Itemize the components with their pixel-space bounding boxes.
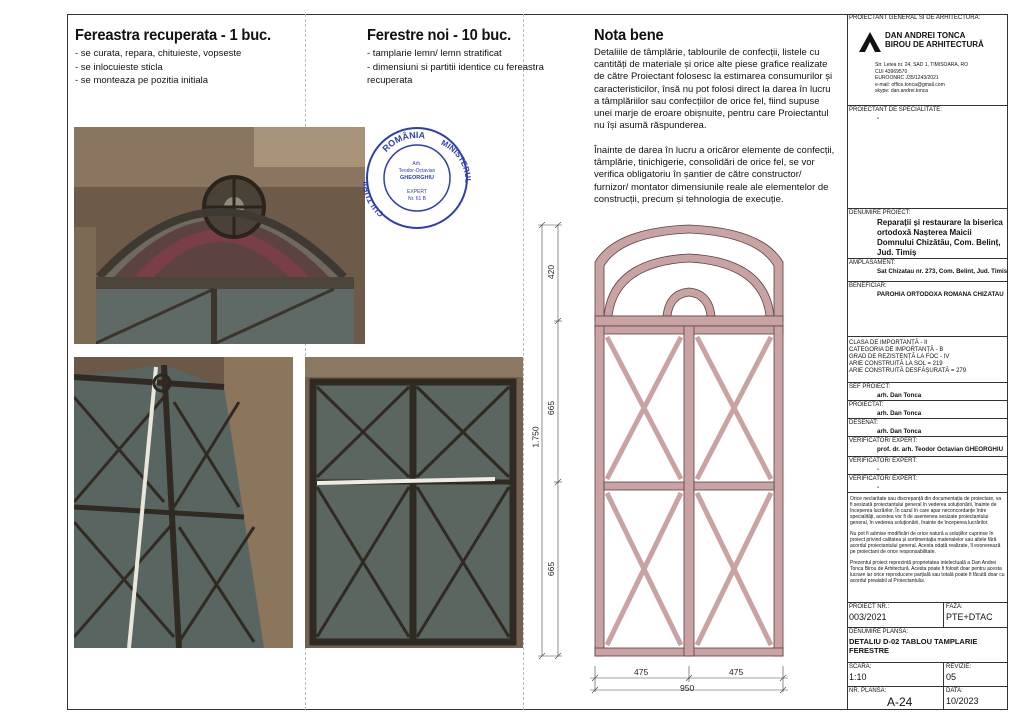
window-elevation-drawing	[530, 220, 845, 700]
dimension-label: 475	[729, 667, 744, 677]
dimension-label: 475	[634, 667, 649, 677]
project-number: 003/2021	[849, 612, 887, 622]
project-name: Reparații și restaurare la biserica ortodoxă Nașterea Maicii Domnului Chizătău, Com. Belinț, Jud. Timiș	[877, 218, 1003, 257]
phase-cell	[944, 603, 1008, 628]
field-label: SCARA:	[849, 664, 872, 670]
legal-note: Prezentul proiect reprezintă proprietatea intelectuală a Dan Andrei Tonca Birou de Arhitectură. Acesta poate fi folosit doar pentru acesta lucrare iar orice reproducere parțială sau totală poate fi făcută doar cu acordul prealabil al Proiectantului.	[850, 560, 1005, 584]
stamp-text: EXPERT	[407, 189, 427, 195]
stamp-text: Teodor-Octavian	[398, 168, 436, 174]
address-line: EUROONRC J35/1243/2021	[875, 75, 939, 81]
project-name-cell	[847, 209, 1008, 259]
classification-line: ARIE CONSTRUITĂ DESFĂȘURATĂ = 279	[849, 368, 967, 374]
field-value: -	[877, 115, 880, 122]
field-label: REVIZIE:	[946, 664, 972, 670]
scale-row	[847, 663, 1008, 687]
classification-cell	[847, 337, 1008, 383]
photo-recovered-window-width	[305, 357, 523, 648]
sheet-number-row	[847, 687, 1008, 710]
field-value: PAROHIA ORTODOXA ROMANA CHIZATAU	[877, 291, 1004, 298]
classification-line: ARIE CONSTRUITĂ LA SOL = 219	[849, 361, 943, 367]
nota-bene-title: Nota bene	[594, 27, 664, 44]
general-designer-cell	[847, 14, 1008, 106]
field-value: arh. Dan Tonca	[877, 392, 922, 399]
field-label: VERIFICATOR/ EXPERT:	[849, 476, 918, 482]
legal-note: Orice neclaritate sau discrepanță din documentația de proiectare, va fi sesizată proiectantului general în vederea soluționării, înainte de începerea lucrărilor. În cazul în care apar neconcordanțe între specialități, acestea vor fi de asemenea sesizate proiectantului general, în vederea soluționării, înainte de începerea lucrărilor.	[850, 496, 1002, 526]
recovered-window-notes	[75, 47, 295, 88]
beneficiary-cell	[847, 282, 1008, 337]
note-line: - se monteaza pe pozitia initiala	[75, 75, 209, 86]
sheet-number: A-24	[887, 695, 913, 709]
location-cell	[847, 259, 1008, 282]
firm-name-line: BIROU DE ARHITECTURĂ	[885, 40, 984, 49]
field-label: VERIFICATOR/ EXPERT:	[849, 438, 918, 444]
legal-notes-cell	[847, 493, 1008, 603]
nota-bene-paragraph: Înainte de darea în lucru a oricăror elemente de confecții, tâmplărie, tinichigerie, consolidări de orice fel, se vor verifica obligatoriu în șantier de către constructor/ furnizor/ montator dimensiunile reale ale elementelor de construcții, precum și tehnologia de execuție.	[594, 145, 835, 205]
new-windows-title: Ferestre noi - 10 buc.	[367, 27, 512, 44]
verifier-cell	[847, 457, 1008, 475]
field-value: Sat Chizatau nr. 273, Com. Belint, Jud. Timis	[877, 268, 1008, 275]
expert-stamp	[362, 123, 472, 233]
field-label: NR. PLANSA:	[849, 688, 887, 694]
address-line: CUI 43969570	[875, 68, 908, 75]
field-label: PROIECT NR.:	[849, 604, 890, 610]
field-value: arh. Dan Tonca	[877, 428, 922, 435]
phase: PTE+DTAC	[946, 612, 993, 622]
svg-text:ROMÂNIA	[380, 130, 426, 154]
classification-line: CATEGORIA DE IMPORTANȚĂ - B	[849, 347, 944, 353]
stamp-text: Nr. 61 B	[407, 196, 427, 202]
field-label: AMPLASAMENT:	[849, 260, 896, 266]
dimension-total-width: 950	[680, 683, 695, 693]
chief-cell	[847, 383, 1008, 401]
dimension-label: 665	[546, 400, 557, 416]
drawn-cell	[847, 419, 1008, 437]
verifier-cell	[847, 437, 1008, 457]
recovered-window-title: Fereastra recuperata - 1 buc.	[75, 27, 271, 44]
sheet-number-cell	[847, 687, 944, 710]
firm-name	[885, 31, 984, 49]
sheet-name: DETALIU D-02 TABLOU TAMPLARIE FERESTRE	[849, 637, 978, 655]
stamp-text: MINISTERUL	[439, 138, 472, 184]
legal-note: Nu pot fi admise modificări de orice natură a soluțiilor cuprinse în proiect privind calitatea și sortimentația materialelor sau altele fără acordul proiectantului general. Acesta odată realizate, îl exonerează pe proiectant de orice responsabilitate.	[850, 531, 1001, 555]
scale-cell	[847, 663, 944, 687]
field-value: -	[877, 484, 880, 491]
field-label: PROIECTANT GENERAL SI DE ARHITECTURA:	[849, 15, 981, 21]
field-label: VERIFICATOR/ EXPERT:	[849, 458, 918, 464]
note-line: - dimensiuni si partitii identice cu fereastra recuperata	[367, 61, 544, 86]
field-value: -	[877, 466, 880, 473]
field-label: PROIECTAT:	[849, 402, 884, 408]
field-label: DENUMIRE PLANSA:	[849, 629, 909, 635]
classification-lines	[847, 337, 1008, 376]
address-line: Str. Letea nr. 24, SAD 1, TIMISOARA, RO	[875, 62, 969, 68]
field-label: FAZA:	[946, 604, 963, 610]
note-line: - tamplarie lemn/ lemn stratificat	[367, 48, 502, 59]
note-line: - se inlocuieste sticla	[75, 61, 163, 73]
new-windows-notes	[367, 47, 582, 88]
fold-line	[523, 14, 524, 710]
photo-recovered-window-measured	[74, 357, 293, 648]
date: 10/2023	[946, 696, 979, 706]
classification-line: GRAD DE REZISTENȚĂ LA FOC - IV	[849, 354, 950, 360]
field-value: prof. dr. arh. Teodor Octavian GHEORGHIU	[877, 446, 1004, 453]
verifier-cell	[847, 475, 1008, 493]
field-label: SEF PROIECT:	[849, 384, 891, 390]
stamp-text: Arh.	[412, 161, 422, 167]
field-label: PROIECTANT DE SPECIALITATE:	[849, 107, 942, 113]
project-number-cell	[847, 603, 944, 628]
scale: 1:10	[849, 672, 867, 682]
revision-cell	[944, 663, 1008, 687]
firm-logo-icon	[859, 32, 881, 52]
dimension-label: 420	[546, 264, 557, 280]
stamp-text: ROMÂNIA	[380, 129, 426, 154]
field-label: BENEFICIAR:	[849, 283, 887, 289]
title-block	[847, 14, 1008, 710]
field-label: DESENAT:	[849, 420, 878, 426]
address-line: skype: dan.andrei.tonca	[875, 88, 929, 94]
revision: 05	[946, 672, 957, 682]
designed-cell	[847, 401, 1008, 419]
address-line: e-mail: office.tonca@gmail.com	[875, 81, 945, 88]
nota-bene-paragraph: Detaliile de tâmplărie, tablourile de confecții, listele cu cantități de materiale și orice alte piese grafice realizate de către Proiectant folosesc la estimarea consumurilor și caracteristicilor, însă nu pot folosi direct la darea în lucru a tâmplăriilor sau confecțiilor de orice fel, fiind supuse unei marje de eroare obișnuite, pentru care Proiectantul nu își asumă răspunderea.	[594, 47, 833, 132]
firm-address	[875, 62, 968, 95]
classification-line: CLASA DE IMPORTANȚĂ - II	[849, 340, 928, 346]
stamp-text: CULTURII	[362, 181, 386, 219]
field-label: DENUMIRE PROIECT:	[849, 210, 911, 216]
project-number-row	[847, 603, 1008, 628]
photo-recovered-window-arch	[74, 127, 365, 344]
field-label: DATA:	[946, 688, 963, 694]
dimension-total-height: 1.750	[530, 426, 541, 448]
dimension-label: 665	[546, 561, 557, 577]
sheet-name-cell	[847, 628, 1008, 663]
note-line: - se curata, repara, chituieste, vopseste	[75, 48, 242, 59]
specialty-designer-cell	[847, 106, 1008, 209]
stamp-text: GHEORGHIU	[400, 175, 434, 181]
svg-text:CULTURII	[362, 181, 385, 218]
date-cell	[944, 687, 1008, 710]
firm-name-line: DAN ANDREI TONCA	[885, 31, 966, 40]
field-value: arh. Dan Tonca	[877, 410, 922, 417]
